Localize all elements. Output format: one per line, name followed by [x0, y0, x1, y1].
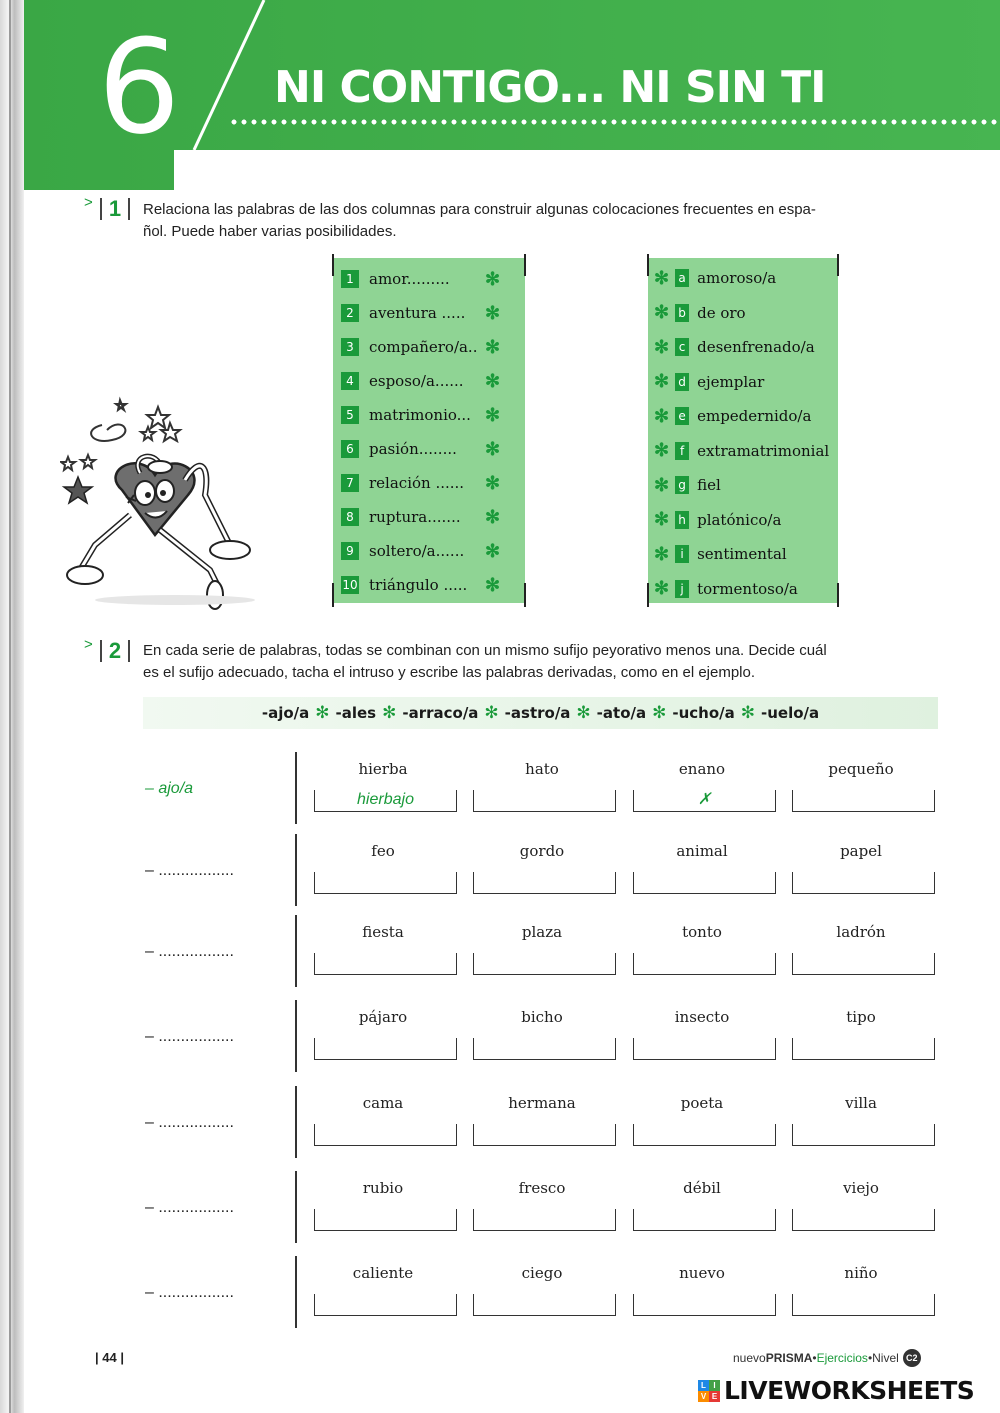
series-word: animal — [676, 842, 728, 860]
item-letter: b — [675, 304, 689, 322]
series-divider — [295, 1256, 297, 1328]
item-letter: d — [675, 373, 689, 391]
connector-star-icon[interactable]: ✻ — [485, 336, 501, 358]
section-name: Ejercicios — [816, 1351, 868, 1365]
page-number: | 44 | — [95, 1350, 124, 1365]
item-number: 6 — [341, 440, 359, 458]
derived-word-input[interactable] — [792, 1124, 935, 1146]
series-word: enano — [678, 760, 726, 778]
connector-star-icon[interactable]: ✻ — [654, 474, 670, 496]
item-word: desenfrenado/a — [697, 338, 815, 356]
derived-word-input[interactable] — [473, 872, 616, 894]
item-word: amoroso/a — [697, 269, 777, 287]
series-word: papel — [840, 842, 882, 860]
item-letter: a — [675, 269, 689, 287]
item-word: ruptura....... — [369, 508, 461, 526]
item-word: fiel — [697, 476, 721, 494]
left-column-item[interactable] — [341, 571, 500, 599]
connector-star-icon[interactable]: ✻ — [654, 543, 670, 565]
derived-word-input[interactable] — [633, 953, 776, 975]
series-divider — [295, 834, 297, 906]
derived-word-input[interactable] — [314, 1209, 457, 1231]
derived-word-input[interactable] — [314, 1124, 457, 1146]
left-column-item[interactable] — [341, 503, 500, 531]
suffix-option: -ucho/a — [672, 704, 735, 722]
connector-star-icon[interactable]: ✻ — [485, 472, 501, 494]
derived-word-input[interactable] — [792, 1294, 935, 1316]
series-divider — [295, 1171, 297, 1243]
item-number: 5 — [341, 406, 359, 424]
derived-word-input[interactable] — [314, 1294, 457, 1316]
exercise-2-heading — [84, 636, 134, 663]
series-word: villa — [845, 1094, 877, 1112]
series-divider — [295, 915, 297, 987]
separator-star-icon: ✻ — [382, 703, 397, 723]
item-word: relación ...... — [369, 474, 465, 492]
footer-separator: • — [812, 1351, 817, 1365]
exercise-number: 2 — [108, 638, 122, 663]
series-word: fresco — [518, 1179, 566, 1197]
item-word: esposo/a...... — [369, 372, 464, 390]
series-divider — [295, 1000, 297, 1072]
item-letter: c — [675, 338, 689, 356]
dizzy-heart-mascot-illustration — [60, 395, 275, 610]
suffix-answer-field[interactable]: – ................. — [145, 1114, 234, 1131]
series-word: fiesta — [362, 923, 404, 941]
right-column-item[interactable] — [654, 471, 721, 499]
item-letter: h — [675, 511, 689, 529]
suffix-option: -ajo/a — [261, 704, 310, 722]
series-word: poeta — [680, 1094, 724, 1112]
item-letter: g — [675, 476, 689, 494]
suffix-options-band — [143, 697, 938, 729]
derived-word-input[interactable] — [314, 1038, 457, 1060]
derived-word-input[interactable] — [792, 1038, 935, 1060]
connector-star-icon[interactable]: ✻ — [654, 371, 670, 392]
connector-star-icon[interactable]: ✻ — [485, 302, 501, 324]
left-column-item[interactable] — [341, 537, 500, 565]
right-column-item[interactable] — [654, 575, 798, 603]
derived-word-input[interactable] — [633, 1294, 776, 1316]
exercise-2-instructions — [143, 640, 943, 684]
derived-word-input: hierbajo — [314, 790, 457, 812]
connector-star-icon[interactable]: ✻ — [485, 574, 501, 596]
connector-star-icon[interactable]: ✻ — [654, 578, 670, 599]
connector-star-icon[interactable]: ✻ — [654, 336, 670, 358]
separator-star-icon: ✻ — [740, 703, 755, 723]
suffix-answer-field[interactable]: – ................. — [145, 943, 234, 960]
derived-word-input[interactable] — [633, 872, 776, 894]
separator-star-icon: ✻ — [484, 703, 499, 723]
series-word: niño — [844, 1264, 878, 1282]
liveworksheets-watermark — [698, 1376, 974, 1405]
item-word: soltero/a...... — [369, 542, 465, 560]
series-word: ciego — [521, 1264, 563, 1282]
level-badge: C2 — [903, 1349, 921, 1367]
suffix-answer-field[interactable]: – ................. — [145, 1199, 234, 1216]
derived-word-input[interactable] — [473, 1038, 616, 1060]
level-label: Nivel — [872, 1351, 899, 1365]
item-word: platónico/a — [697, 510, 782, 529]
derived-word-input[interactable] — [473, 1124, 616, 1146]
derived-word-input[interactable] — [314, 953, 457, 975]
series-word: hermana — [508, 1094, 576, 1112]
suffix-option: -arraco/a — [402, 704, 479, 722]
exercise-marker: > — [84, 194, 93, 211]
series-word: viejo — [843, 1179, 879, 1197]
item-letter: f — [675, 442, 689, 460]
right-column-item[interactable] — [654, 506, 781, 534]
derived-word-input — [792, 790, 935, 812]
exercise-1-heading — [84, 194, 134, 221]
item-letter: e — [675, 407, 689, 425]
suffix-answer-field: – ajo/a — [145, 780, 194, 797]
derived-word-input[interactable] — [792, 872, 935, 894]
connector-star-icon[interactable]: ✻ — [485, 506, 501, 528]
series-divider — [295, 752, 297, 824]
series-word: feo — [371, 842, 395, 860]
right-column-item[interactable] — [654, 264, 776, 292]
exercise-1-instructions — [143, 199, 943, 243]
separator-star-icon: ✻ — [652, 703, 667, 723]
derived-word-input[interactable] — [633, 1209, 776, 1231]
series-word: tonto — [682, 923, 722, 941]
item-letter: j — [675, 580, 689, 598]
derived-word-input[interactable] — [633, 1038, 776, 1060]
divider — [128, 198, 130, 220]
item-number: 9 — [341, 542, 359, 560]
footer-separator: • — [867, 1351, 873, 1365]
left-column-item[interactable] — [341, 265, 500, 293]
item-word: sentimental — [697, 545, 787, 563]
instruction-line: ñol. Puede haber varias posibilidades. — [143, 223, 397, 240]
series-word: rubio — [362, 1179, 404, 1197]
series-word: pequeño — [828, 760, 894, 778]
unit-header — [24, 0, 1000, 190]
connector-star-icon[interactable]: ✻ — [654, 267, 670, 289]
connector-star-icon[interactable]: ✻ — [654, 405, 670, 427]
derived-word-input[interactable] — [473, 1209, 616, 1231]
suffix-option: -ales — [335, 704, 377, 722]
connector-star-icon[interactable]: ✻ — [485, 404, 501, 426]
right-column-item[interactable] — [654, 299, 746, 327]
suffix-answer-field[interactable]: – ................. — [145, 862, 234, 879]
divider — [100, 198, 102, 220]
derived-word-input[interactable] — [633, 1124, 776, 1146]
derived-word-input: ✗ — [633, 790, 776, 812]
series-word: hierba — [358, 760, 408, 778]
derived-word-input[interactable] — [473, 1294, 616, 1316]
derived-word-input[interactable] — [792, 953, 935, 975]
item-word: extramatrimonial — [697, 441, 830, 460]
left-column-item[interactable] — [341, 333, 500, 361]
liveworksheets-logo-icon: L I V E — [698, 1380, 720, 1402]
right-column-item[interactable] — [654, 540, 787, 568]
series-word: débil — [683, 1179, 721, 1197]
item-word: pasión........ — [369, 440, 457, 458]
item-word: matrimonio... — [369, 406, 471, 424]
item-number: 2 — [341, 304, 359, 322]
right-column-item[interactable] — [654, 402, 811, 430]
suffix-option: -uelo/a — [761, 704, 820, 722]
connector-star-icon[interactable]: ✻ — [654, 440, 670, 461]
series-word: bicho — [521, 1008, 563, 1026]
right-column-item[interactable] — [654, 368, 764, 396]
spine-line — [9, 0, 11, 1413]
spark-icon — [116, 400, 126, 410]
right-column-item[interactable] — [654, 333, 815, 361]
item-number: 1 — [341, 270, 359, 288]
item-number: 4 — [341, 372, 359, 390]
item-number: 3 — [341, 338, 359, 356]
derived-word-input[interactable] — [792, 1209, 935, 1231]
divider — [128, 640, 130, 662]
right-word-column — [648, 258, 838, 603]
connector-star-icon[interactable]: ✻ — [485, 438, 501, 460]
item-number: 10 — [342, 578, 358, 592]
instruction-line: En cada serie de palabras, todas se combinan con un mismo sufijo peyorativo menos una. Decide cuál — [143, 642, 827, 659]
divider — [100, 640, 102, 662]
exercise-marker: > — [84, 636, 93, 653]
left-column-item[interactable] — [341, 401, 500, 429]
separator-star-icon: ✻ — [576, 703, 591, 723]
connector-star-icon[interactable]: ✻ — [654, 509, 670, 530]
instruction-line: Relaciona las palabras de las dos columnas para construir algunas colocaciones frecuentes en espa- — [143, 201, 816, 218]
series-divider — [295, 1086, 297, 1158]
derived-word-input — [473, 790, 616, 812]
item-word: aventura ..... — [369, 304, 466, 322]
book-spine — [0, 0, 24, 1413]
connector-star-icon[interactable]: ✻ — [485, 540, 501, 562]
series-word: nuevo — [679, 1264, 725, 1282]
item-word: amor......... — [369, 270, 450, 288]
suffix-answer-field[interactable]: – ................. — [145, 1028, 234, 1045]
unit-number: 6 — [97, 11, 181, 163]
item-word: tormentoso/a — [697, 579, 798, 598]
book-footer — [733, 1349, 921, 1367]
connector-star-icon[interactable]: ✻ — [485, 268, 501, 290]
book-prefix: nuevo — [733, 1351, 766, 1365]
item-number: 8 — [341, 508, 359, 526]
series-word: tipo — [846, 1008, 876, 1026]
exercise-number: 1 — [108, 196, 122, 221]
suffix-answer-field[interactable]: – ................. — [145, 1284, 234, 1301]
left-column-item[interactable] — [341, 435, 500, 463]
book-name: PRISMA — [765, 1351, 813, 1365]
item-word: ejemplar — [697, 372, 765, 391]
watermark-text: LIVEWORKSHEETS — [724, 1376, 975, 1405]
item-letter: i — [675, 545, 689, 563]
unit-title: NI CONTIGO... NI SIN TI — [274, 62, 826, 113]
suffix-option: -astro/a — [504, 704, 571, 722]
left-column-item[interactable] — [341, 367, 500, 395]
connector-star-icon[interactable]: ✻ — [485, 370, 501, 392]
derived-word-input[interactable] — [314, 872, 457, 894]
series-word: cama — [362, 1094, 404, 1112]
item-number: 7 — [341, 474, 359, 492]
series-word: hato — [525, 760, 559, 778]
left-column-item[interactable] — [341, 469, 500, 497]
right-column-item[interactable] — [654, 437, 829, 465]
suffix-option: -ato/a — [596, 704, 647, 722]
instruction-line: es el sufijo adecuado, tacha el intruso y escribe las palabras derivadas, como en el ejemplo. — [143, 664, 756, 681]
left-column-item[interactable] — [341, 299, 500, 327]
series-word: insecto — [674, 1008, 730, 1026]
series-word: pájaro — [358, 1008, 408, 1026]
item-word: empedernido/a — [697, 407, 812, 425]
item-word: triángulo ..... — [369, 576, 468, 594]
series-word: plaza — [521, 923, 563, 941]
separator-star-icon: ✻ — [315, 703, 330, 723]
series-word: gordo — [519, 842, 565, 860]
series-word: ladrón — [836, 923, 886, 941]
header-dot-line — [229, 118, 1000, 126]
left-word-column — [333, 258, 525, 603]
series-word: caliente — [352, 1264, 414, 1282]
derived-word-input[interactable] — [473, 953, 616, 975]
item-word: de oro — [697, 303, 746, 322]
connector-star-icon[interactable]: ✻ — [654, 302, 670, 323]
item-word: compañero/a.. — [369, 338, 478, 356]
